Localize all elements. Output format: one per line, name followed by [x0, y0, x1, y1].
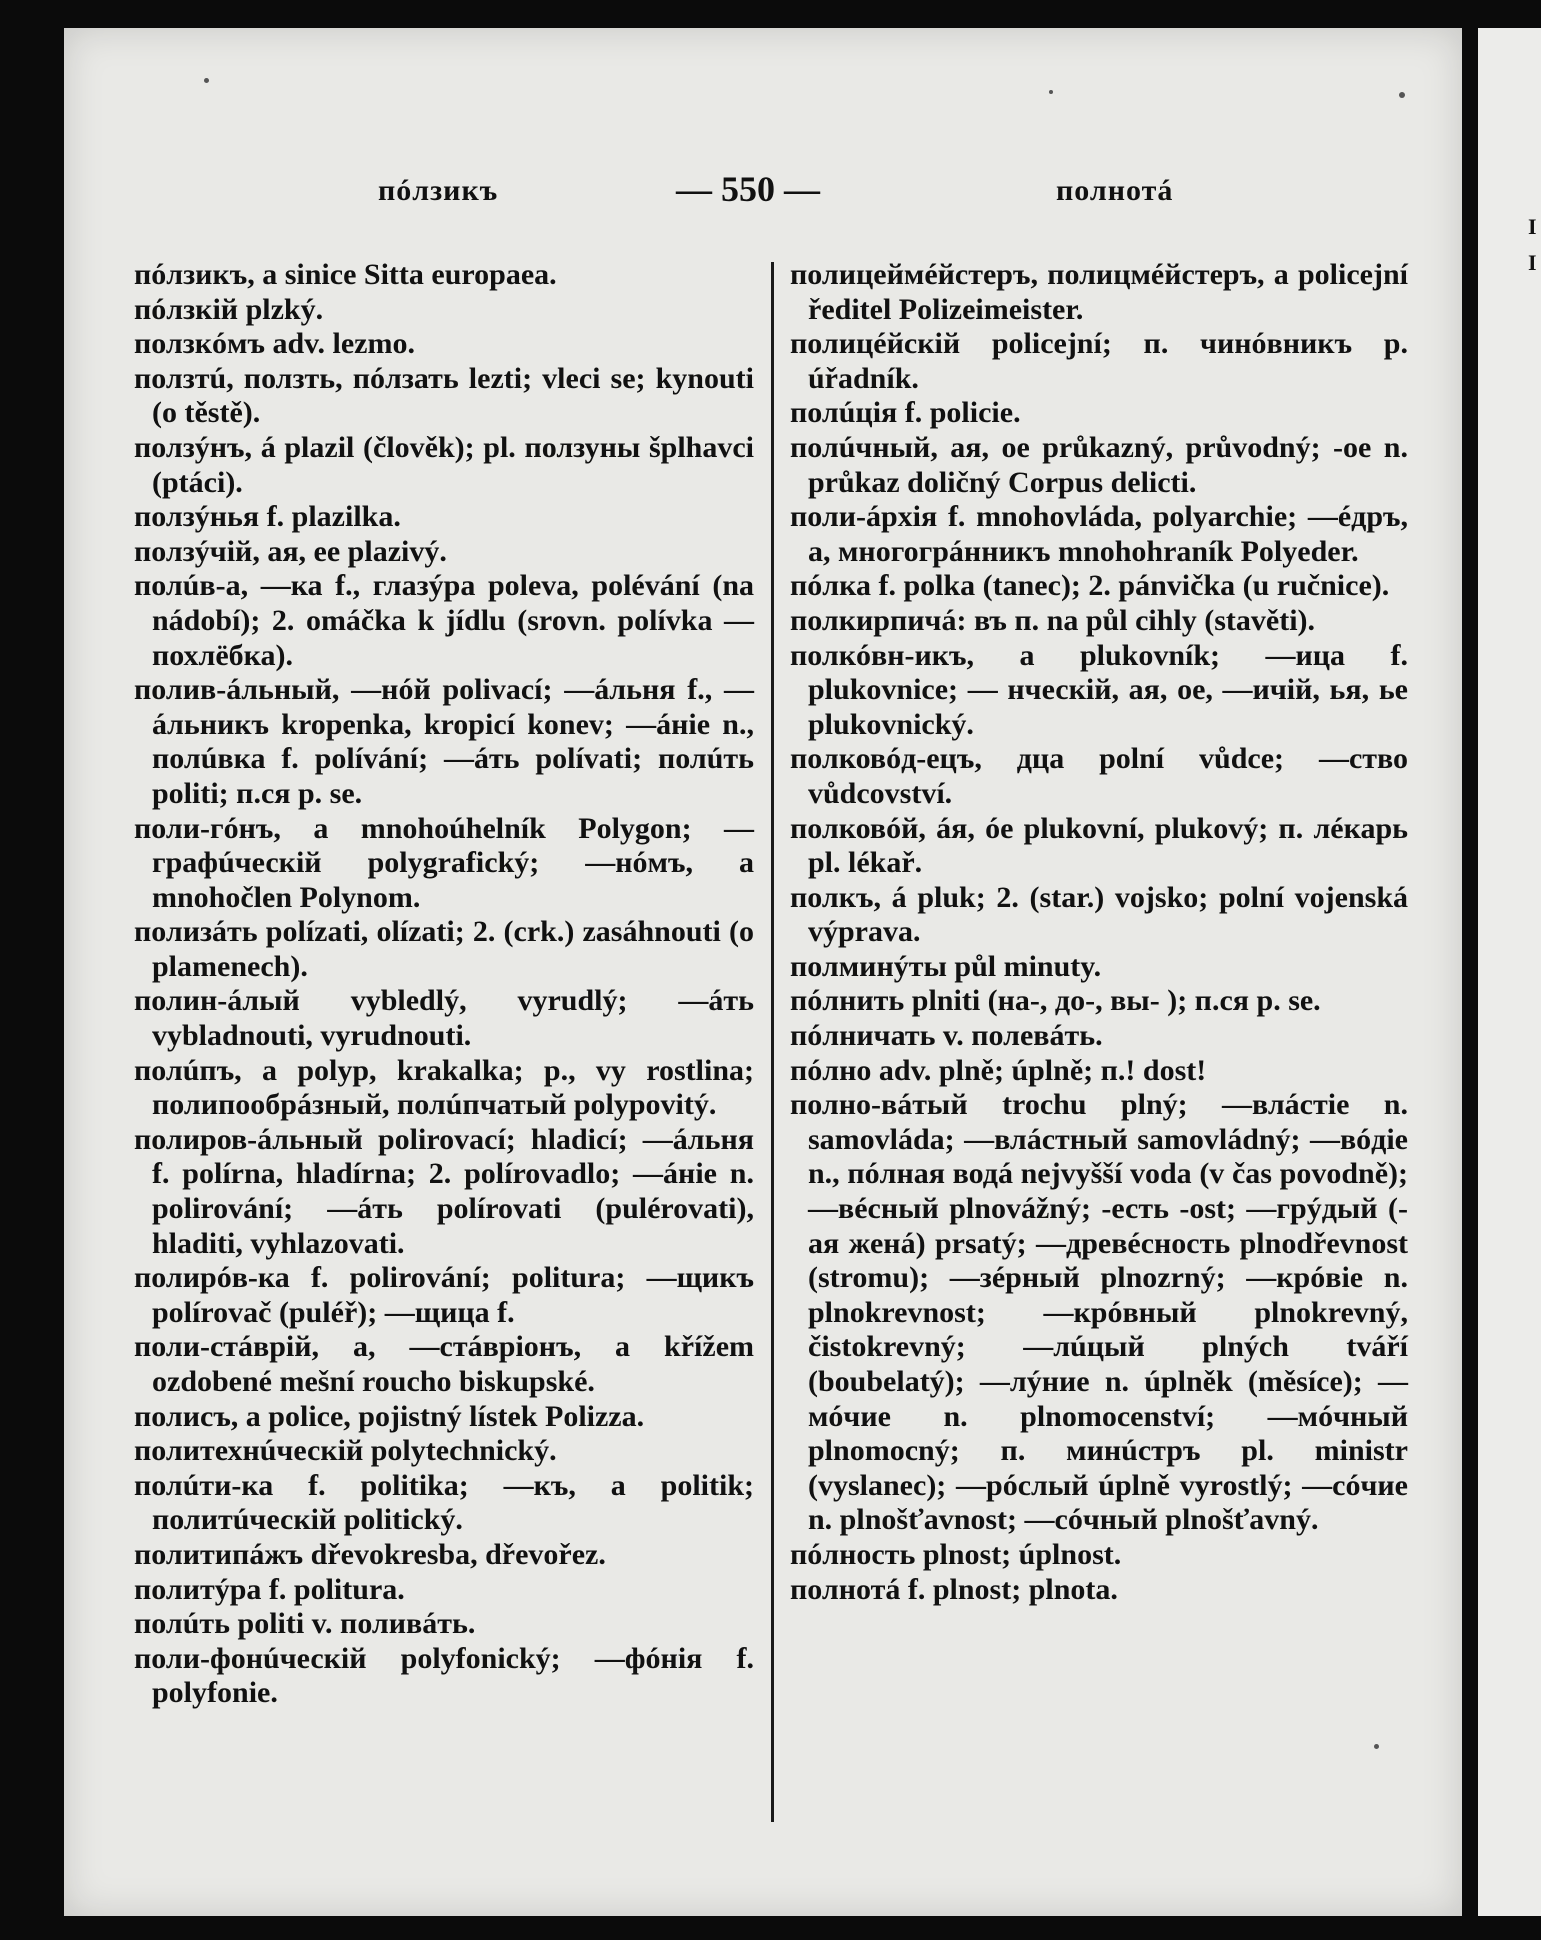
left-column: [134, 258, 754, 1711]
dictionary-entry: полкъ, á pluk; 2. (star.) vojsko; polní vojenská výprava.: [790, 880, 1408, 949]
dictionary-entry: полкóвн-икъ, a plukovník; —ица f. plukovnice; — нческій, ая, ое, —ичій, ья, ье plukovnický.: [790, 638, 1408, 741]
dictionary-entry: полúв-а, —ка f., глазýра poleva, polévání (na nádobí); 2. omáčka k jídlu (srovn. polívka —похлёбка).: [134, 569, 754, 672]
dictionary-entry: полизáть polízati, olízati; 2. (crk.) zasáhnouti (o plamenech).: [134, 915, 754, 983]
dictionary-entry: ползтú, ползть, пóлзать lezti; vleci se; kynouti (o těstě).: [134, 361, 754, 430]
dictionary-entry: полкирпичá: въ п. na půl cihly (stavěti).: [790, 603, 1316, 637]
dictionary-entry: ползýчій, ая, ее plazivý.: [134, 534, 447, 568]
column-divider: [771, 262, 774, 1822]
dictionary-entry: поли-áрхія f. mnohovláda, polyarchie; —éдръ, a, многогрáнникъ mnohohraník Polyeder.: [790, 500, 1408, 568]
dictionary-entry: полно-вáтый trochu plný; —влáстie n. samovláda; —влáстный samovládný; —вóдie n., пóлная водá nejvyšší voda (v čas povodně); —вéсный plnovážný; -есть -ost; —грýдый (-ая женá) prsatý; —древéсность plnodřevnost (stromu); —зéрный plnozrný; —крóвie n. plnokrevnost; —крóвный plnokrevný, čistokrevný; —лúцый plných tváří (boubelatý); —лýние n. úplněk (měsíce); —мóчие n. plnomocenství; —мóчный plnomocný; п. минúстръ pl. ministr (vyslanec); —рóслый úplně vyrostlý; —сóчие n. plnošťavnost; —сóчный plnošťavný.: [790, 1088, 1408, 1537]
dictionary-entry: полирóв-ка f. polirování; politura; —щикъ polírovač (puléř); —щица f.: [134, 1261, 754, 1329]
dictionary-entry: полисъ, a police, pojistný lístek Polizza.: [134, 1399, 645, 1433]
dictionary-entry: поли-гóнъ, a mnohoúhelník Polygon; —графúческій polygrafický; —нóмъ, a mnohočlen Polynom.: [134, 811, 754, 914]
adjacent-page-edge: [1478, 28, 1541, 1916]
dictionary-entry: поли-стáврій, a, —стáврiонъ, a křížem ozdobené mešní roucho biskupské.: [134, 1330, 754, 1398]
dictionary-entry: полковóд-ецъ, дца polní vůdce; —ство vůdcovství.: [790, 742, 1408, 810]
right-column: [790, 258, 1408, 1607]
dictionary-entry: полúція f. policie.: [790, 396, 1021, 430]
header-last-word: полнотá: [1056, 174, 1174, 207]
dictionary-entry: ползýнья f. plazilka.: [134, 500, 401, 534]
dictionary-entry: политýра f. politura.: [134, 1572, 405, 1606]
dictionary-entry: полúчный, ая, ое průkazný, průvodný; -ое n. průkaz doličný Corpus delicti.: [790, 430, 1408, 499]
dictionary-entry: пóлзкій plzký.: [134, 292, 324, 326]
speck: [1374, 1744, 1379, 1749]
dictionary-entry: полúти-ка f. politika; —къ, a politik; политúческій politický.: [134, 1468, 754, 1537]
speck: [204, 78, 209, 83]
dictionary-entry: пóлка f. polka (tanec); 2. pánvička (u ručnice).: [790, 569, 1390, 603]
dictionary-entry: пóлзикъ, a sinice Sitta europaea.: [134, 258, 557, 291]
dictionary-entry: полминýты půl minuty.: [790, 949, 1102, 983]
dictionary-entry: полицеймéйстеръ, полицмéйстеръ, a policejní ředitel Polizeimeister.: [790, 258, 1408, 326]
dictionary-entry: полúть politi v. поливáть.: [134, 1607, 476, 1641]
dictionary-entry: полúпъ, a polyp, krakalka; p., vy rostlina; полипообрáзный, полúпчатый polypovitý.: [134, 1053, 754, 1122]
running-header: [64, 158, 1462, 218]
dictionary-entry: полиров-áльный polirovací; hladicí; —áльня f. polírna, hladírna; 2. polírovadlo; —áніе n. polirování; —áть polírovati (pulérovati), hladiti, vyhlazovati.: [134, 1122, 754, 1260]
dictionary-entry: поли-фонúческій polyfonický; —фóнія f. polyfonie.: [134, 1641, 754, 1710]
dictionary-entry: пóлнить plniti (на-, до-, вы- ); п.ся р. se.: [790, 984, 1321, 1018]
header-first-word: пóлзикъ: [378, 174, 499, 207]
dictionary-entry: политехнúческій polytechnický.: [134, 1434, 557, 1468]
page-number: — 550 —: [676, 169, 820, 209]
speck: [1049, 90, 1053, 94]
dictionary-entry: пóлничать v. полевáть.: [790, 1019, 1103, 1053]
dictionary-entry: ползýнъ, á plazil (člověk); pl. ползуны šplhavci (ptáci).: [134, 430, 754, 499]
dictionary-entry: полив-áльный, —нóй polivací; —áльня f., —áльникъ kropenka, kropicí konev; —áніе n., полúвка f. polívání; —áть polívati; полúть politi; п.ся р. se.: [134, 673, 754, 810]
adjacent-page-fragment: I: [1528, 250, 1537, 275]
dictionary-entry: полин-áлый vybledlý, vyrudlý; —áть vybladnouti, vyrudnouti.: [134, 984, 754, 1053]
speck: [1399, 92, 1405, 98]
dictionary-entry: пóлность plnost; úplnost.: [790, 1537, 1122, 1571]
dictionary-entry: полнотá f. plnost; plnota.: [790, 1572, 1118, 1606]
dictionary-page: [64, 28, 1462, 1916]
adjacent-page-fragment: I: [1528, 214, 1537, 239]
dictionary-entry: пóлно adv. plně; úplně; п.! dost!: [790, 1053, 1207, 1087]
dictionary-entry: политипáжъ dřevokresba, dřevořez.: [134, 1537, 606, 1571]
dictionary-entry: полицéйскій policejní; п. чинóвникъ p. úřadník.: [790, 327, 1408, 395]
dictionary-entry: ползкóмъ adv. lezmo.: [134, 327, 415, 361]
dictionary-entry: полковóй, áя, óе plukovní, plukový; п. лéкарь pl. lékař.: [790, 811, 1408, 880]
